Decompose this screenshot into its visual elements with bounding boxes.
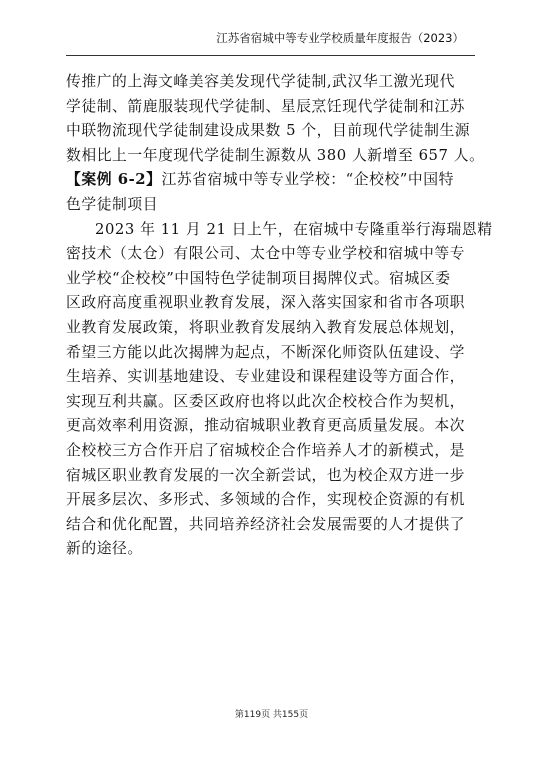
text-line: 宿城区职业教育发展的一次全新尝试，也为校企双方进一步 xyxy=(66,466,466,484)
text-line: 新的途径。 xyxy=(66,540,143,558)
document-body xyxy=(66,70,493,562)
page-number: 第119页 共155页 xyxy=(234,710,309,720)
text-line: 结合和优化配置，共同培养经济社会发展需要的人才提供了 xyxy=(66,515,466,533)
text-line: 实现互利共赢。区委区政府也将以此次企校校合作为契机， xyxy=(66,392,466,410)
text-line: 希望三方能以此次揭牌为起点，不断深化师资队伍建设、学 xyxy=(66,343,466,361)
paragraph-2 xyxy=(66,218,493,562)
paragraph-1 xyxy=(66,70,485,168)
text-line: 学徒制、箭鹿服装现代学徒制、星辰烹饪现代学徒制和江苏 xyxy=(66,97,466,115)
text-line: 2023 年 11 月 21 日上午，在宿城中专隆重举行海瑞恩精 xyxy=(95,220,493,238)
text-line: 传推广的上海文峰美容美发现代学徒制,武汉华工激光现代 xyxy=(66,73,455,90)
text-line: 生培养、实训基地建设、专业建设和课程建设等方面合作， xyxy=(66,368,466,386)
case-title: 江苏省宿城中等专业学校：“企校校”中国特 xyxy=(161,171,454,189)
case-heading-line-2: 色学徒制项目 xyxy=(66,195,159,213)
text-line: 企校校三方合作开启了宿城校企合作培养人才的新模式，是 xyxy=(66,441,466,459)
text-line: 业学校“企校校”中国特色学徒制项目揭牌仪式。宿城区委 xyxy=(66,269,451,287)
case-heading xyxy=(66,168,475,217)
text-line: 更高效率利用资源，推动宿城职业教育更高质量发展。本次 xyxy=(66,417,466,435)
text-line: 开展多层次、多形式、多领域的合作，实现校企资源的有机 xyxy=(66,491,466,509)
text-line: 密技术（太仓）有限公司、太仓中等专业学校和宿城中等专 xyxy=(66,245,466,263)
case-tag: 【案例 6-2】 xyxy=(66,171,162,189)
text-line: 业教育发展政策，将职业教育发展纳入教育发展总体规划， xyxy=(66,318,466,336)
text-line: 区政府高度重视职业教育发展，深入落实国家和省市各项职 xyxy=(66,294,466,312)
text-line: 中联物流现代学徒制建设成果数 5 个，目前现代学徒制生源 xyxy=(66,122,471,140)
report-header-title: 江苏省宿城中等专业学校质量年度报告（2023） xyxy=(216,31,464,45)
header-divider xyxy=(66,55,475,56)
text-line: 数相比上一年度现代学徒制生源数从 380 人新增至 657 人。 xyxy=(66,146,485,164)
case-heading-line-1 xyxy=(66,168,475,193)
